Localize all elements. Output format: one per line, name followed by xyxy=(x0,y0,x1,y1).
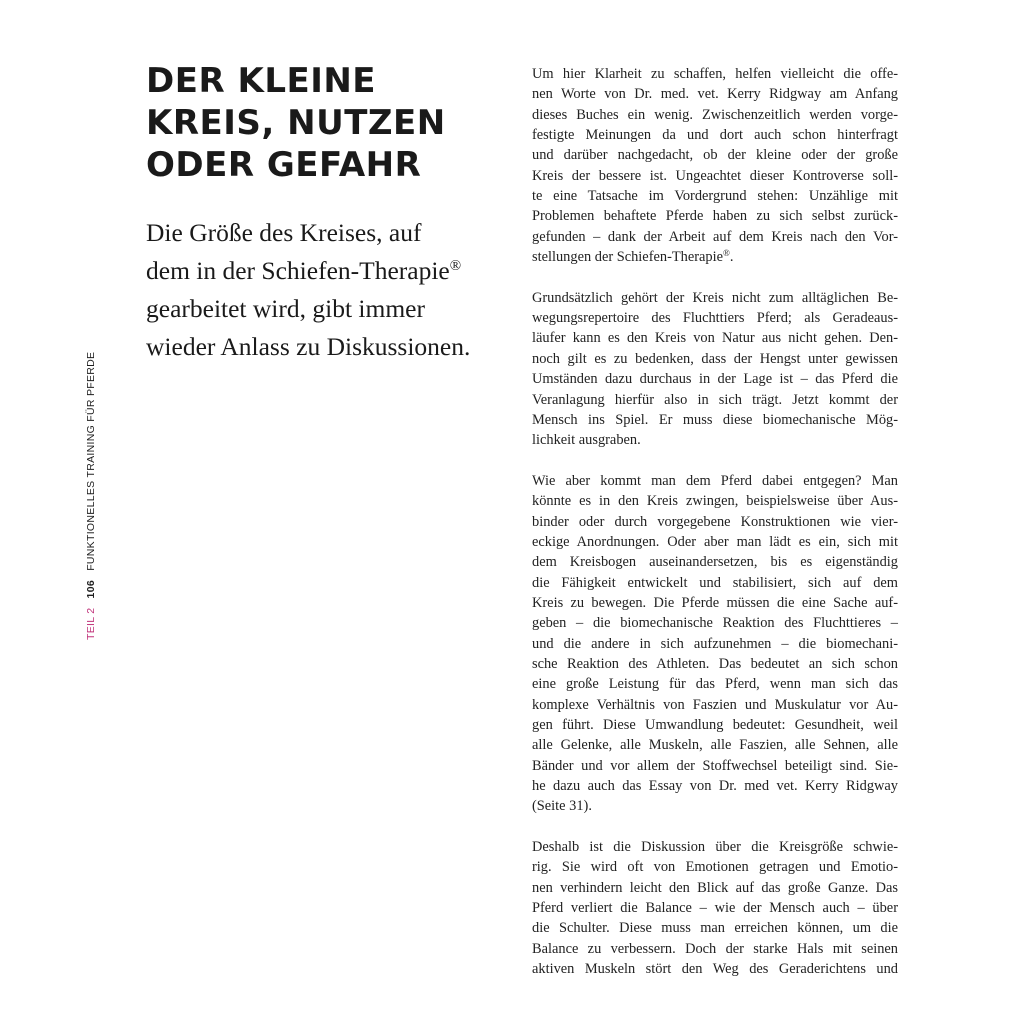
page-number: 106 xyxy=(85,580,97,599)
text-line: wegungsrepertoire des Fluchttiers Pferd; als Geradeaus- xyxy=(532,310,898,327)
body-paragraph-3 xyxy=(532,471,898,817)
text-line: festigte Meinungen da und dort auch schon hinterfragt xyxy=(532,127,898,144)
text-line: Wie aber kommt man dem Pferd dabei entgegen? Man xyxy=(532,472,898,489)
text-line: nen Worte von Dr. med. vet. Kerry Ridgway am Anfang xyxy=(532,86,898,103)
text-line: binder oder durch vorgegebene Konstruktionen wie vier- xyxy=(532,513,898,530)
text-line: komplexe Verhältnis von Faszien und Muskulatur vor Au- xyxy=(532,696,898,713)
text-line: nen verhindern leicht den Blick auf das große Ganze. Das xyxy=(532,879,898,896)
text-line: Deshalb ist die Diskussion über die Kreisgröße schwie- xyxy=(532,839,898,856)
text-line: Kreis der bessere ist. Ungeachtet dieser Kontroverse soll- xyxy=(532,167,898,184)
text-line: Bänder und vor allem der Stoffwechsel beteiligt sind. Sie- xyxy=(532,757,898,774)
heading-line: KREIS, NUTZEN xyxy=(146,103,446,143)
lead-line: wieder Anlass zu Diskussionen. xyxy=(146,332,471,361)
text-line: läufer kann es den Kreis von Natur aus nicht gehen. Den- xyxy=(532,330,898,347)
text-line: Veranlagung hierfür also in sich trägt. Jetzt kommt der xyxy=(532,391,898,408)
text-line: und die andere in sich aufzunehmen – die biomechani- xyxy=(532,635,898,652)
heading-line: ODER GEFAHR xyxy=(146,145,422,185)
text-line: geben – die biomechanische Reaktion des Fluchttieres – xyxy=(532,615,898,632)
text-line: noch gilt es zu bedenken, dass der Hengst unter gewissen xyxy=(532,350,898,367)
text-line: aktiven Muskeln stört den Weg des Geraderichtens und xyxy=(532,961,898,978)
text-line: (Seite 31). xyxy=(532,798,592,815)
text-line: eine große Leistung für das Pferd, wenn man sich das xyxy=(532,676,898,693)
text-line: gen führt. Diese Umwandlung bedeutet: Gesundheit, weil xyxy=(532,717,898,733)
body-paragraph-4 xyxy=(532,837,898,979)
heading-line: DER KLEINE xyxy=(146,61,377,101)
text-line: stellungen der Schiefen-Therapie®. xyxy=(532,248,734,266)
text-line: und darüber nachgedacht, ob der kleine oder der große xyxy=(532,147,898,164)
running-head xyxy=(84,352,98,640)
running-head-part: TEIL 2 xyxy=(85,607,97,640)
text-line: he dazu auch das Essay von Dr. med vet. Kerry Ridgway xyxy=(532,778,898,795)
text-line: Problemen behaftete Pferde haben zu sich selbst zurück- xyxy=(532,208,898,225)
text-line: könnte es in den Kreis zwingen, beispielsweise über Aus- xyxy=(532,493,898,510)
body-paragraph-1 xyxy=(532,64,898,267)
text-line: die Schulter. Diese muss man erreichen können, um die xyxy=(532,920,898,937)
registered-mark: ® xyxy=(449,258,462,274)
text-line: Kreis zu bewegen. Die Pferde müssen die eine Sache auf- xyxy=(532,594,898,611)
text-line: Mensch ins Spiel. Er muss diese biomechanische Mög- xyxy=(532,411,898,428)
lead-paragraph xyxy=(146,214,514,366)
text-line: gefunden – dank der Arbeit auf dem Kreis nach den Vor- xyxy=(532,228,898,245)
text-line: Um hier Klarheit zu schaffen, helfen vielleicht die offe- xyxy=(532,66,898,82)
body-text xyxy=(532,64,898,1000)
body-paragraph-2 xyxy=(532,288,898,451)
text-line: dem Kreisbogen auseinandersetzen, bis es eigenständig xyxy=(532,554,898,571)
lead-line: Die Größe des Kreises, auf xyxy=(146,218,422,247)
lead-line: gearbeitet wird, gibt immer xyxy=(146,294,425,323)
text-line: sche Reaktion des Athleten. Das bedeutet an sich schon xyxy=(532,655,898,672)
text-line: die Fähigkeit entwickelt und stabilisiert, sich auf dem xyxy=(532,574,898,591)
lead-line-text: dem in der Schiefen-Therapie xyxy=(146,256,450,285)
text-line: lichkeit ausgraben. xyxy=(532,432,641,449)
text-line: Grundsätzlich gehört der Kreis nicht zum alltäglichen Be- xyxy=(532,289,898,306)
text-line: eckige Anordnungen. Oder aber man lädt es ein, sich mit xyxy=(532,533,898,550)
running-head-title: FUNKTIONELLES TRAINING FÜR PFERDE xyxy=(85,351,97,571)
text-line: Pferd verliert die Balance – wie der Mensch auch – über xyxy=(532,900,898,917)
text-line-content: stellungen der Schiefen-Therapie xyxy=(532,249,723,266)
chapter-heading xyxy=(146,60,516,186)
text-line: Balance zu verbessern. Doch der starke Hals mit seinen xyxy=(532,940,898,957)
text-line: Umständen dazu durchaus in der Lage ist – das Pferd die xyxy=(532,371,898,388)
registered-mark: ® xyxy=(723,248,730,259)
text-line: dieses Buches ein wenig. Zwischenzeitlich werden vorge- xyxy=(532,106,898,123)
text-line: alle Gelenke, alle Muskeln, alle Faszien, alle Sehnen, alle xyxy=(532,737,898,754)
lead-line xyxy=(146,252,514,290)
text-line: rig. Sie wird oft von Emotionen getragen und Emotio- xyxy=(532,859,898,876)
text-line: te eine Tatsache im Vordergrund stehen: Unzählige mit xyxy=(532,188,898,205)
